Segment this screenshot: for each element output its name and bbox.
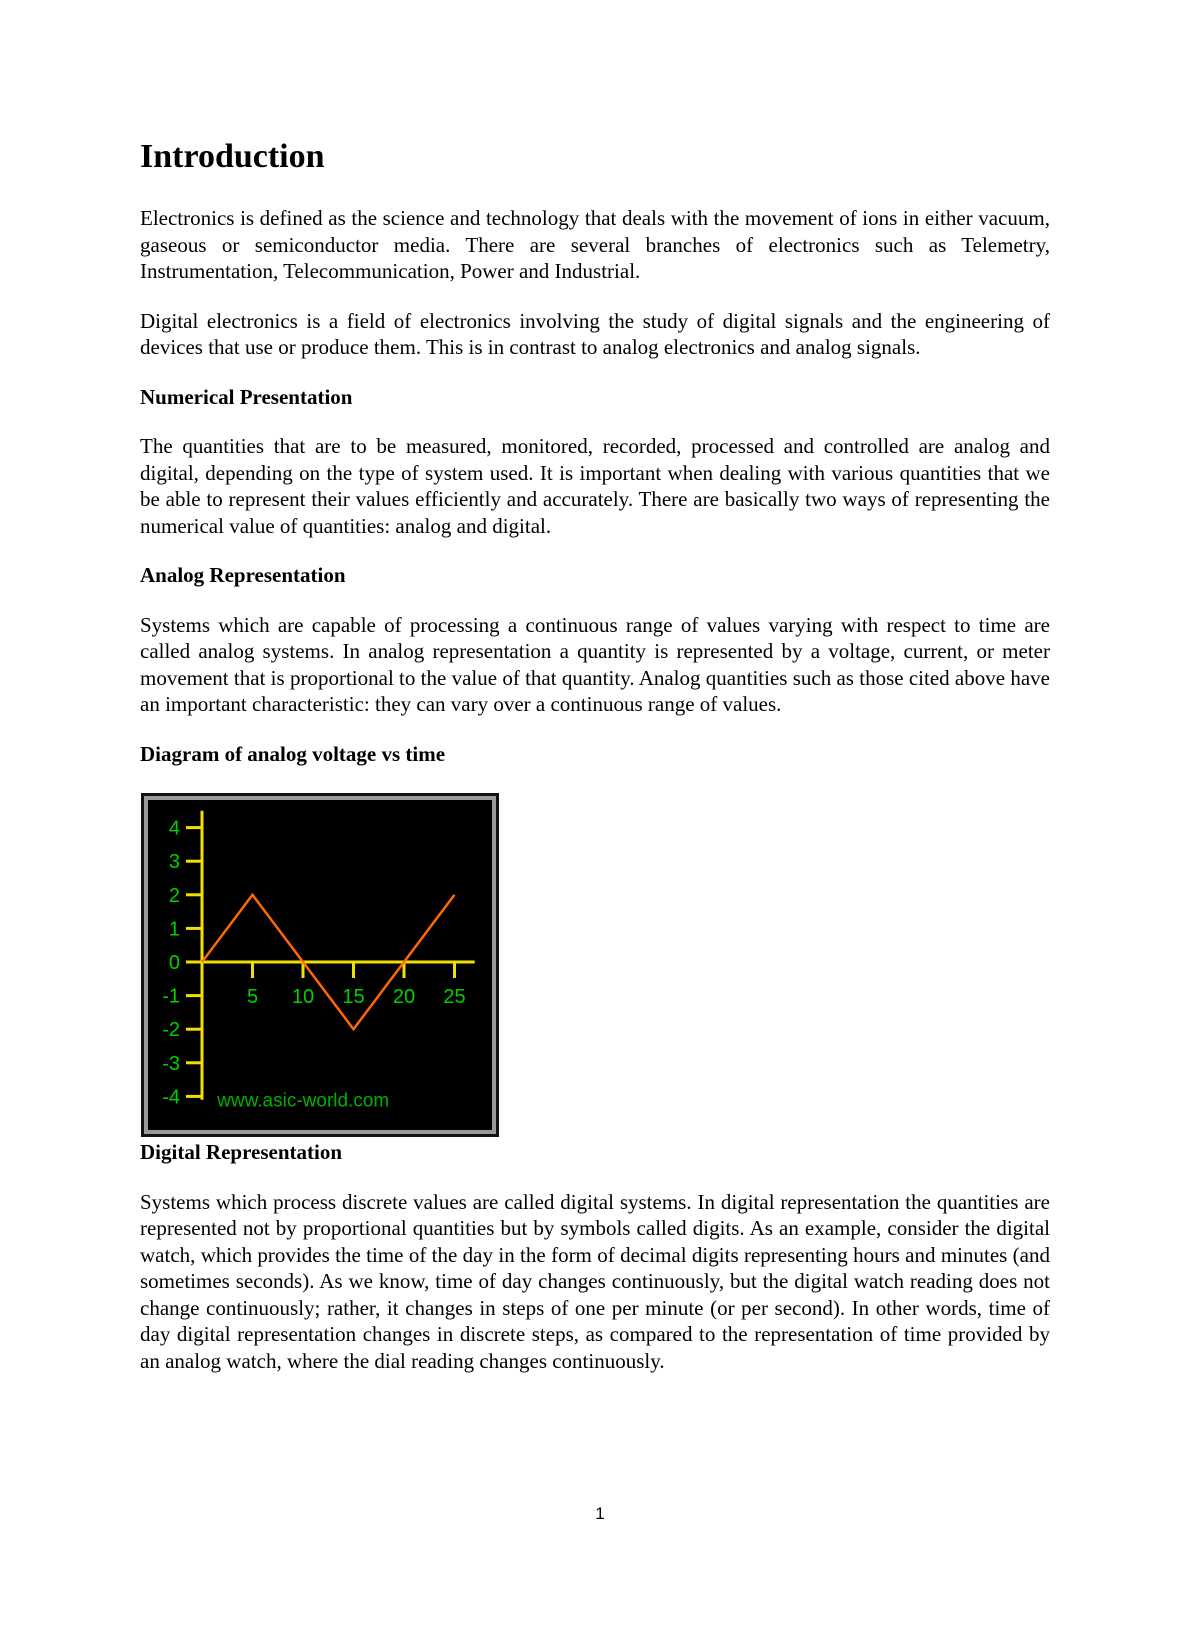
y-tick-label: 1	[168, 918, 180, 941]
y-tick-label: -3	[162, 1053, 180, 1076]
numerical-presentation-heading: Numerical Presentation	[140, 384, 353, 409]
page-number: 1	[595, 1504, 605, 1523]
y-tick-label: 2	[168, 885, 180, 908]
analog-paragraph: Systems which are capable of processing a continuous range of values varying with respect to time are called analog systems. In analog representation a quantity is represented by a voltage, current, or meter movement that is proportional to the value of that quantity. Analog quantities such as those cited above have an important characteristic: they can vary over a continuous range of values.	[140, 612, 1050, 717]
y-tick-label: -4	[162, 1086, 180, 1109]
y-tick-label: 4	[168, 817, 180, 840]
y-tick-label: -2	[162, 1019, 180, 1042]
watermark-text: www.asic-world.com	[217, 1090, 390, 1112]
x-tick-label: 25	[443, 986, 466, 1009]
intro-paragraph-2: Digital electronics is a field of electronics involving the study of digital signals and the engineering of devices that use or produce them. This is in contrast to analog electronics and analog signals.	[140, 308, 1050, 360]
document-page	[140, 138, 1050, 1397]
page-title: Introduction	[140, 138, 325, 175]
y-tick-label: -1	[162, 985, 180, 1008]
x-tick-label: 20	[392, 986, 416, 1009]
diagram-heading: Diagram of analog voltage vs time	[140, 741, 446, 766]
y-tick-label: 3	[168, 851, 180, 874]
numerical-paragraph: The quantities that are to be measured, monitored, recorded, processed and controlled are analog and digital, depending on the type of system used. It is important when dealing with various quantities that we be able to represent their values efficiently and accurately. There are basically two ways of representing the numerical value of quantities: analog and digital.	[140, 434, 1050, 538]
x-tick-label: 10	[291, 986, 315, 1009]
digital-representation-heading: Digital Representation	[140, 1140, 343, 1165]
intro-paragraph-1: Electronics is defined as the science and technology that deals with the movement of ions in either vacuum, gaseous or semiconductor media. There are several branches of electronics such as Telemetry, Instrumentation, Telecommunication, Power and Industrial.	[140, 206, 1050, 284]
analog-voltage-chart	[148, 800, 492, 1130]
x-tick-label: 5	[246, 986, 259, 1009]
digital-paragraph: Systems which process discrete values are called digital systems. In digital representation the quantities are represented not by proportional quantities but by symbols called digits. As an example, consider the digital watch, which provides the time of the day in the form of decimal digits representing hours and minutes (and sometimes seconds). As we know, time of day changes continuously, but the digital watch reading does not change continuously; rather, it changes in steps of one per minute (or per second). In other words, time of day digital representation changes in discrete steps, as compared to the representation of time provided by an analog watch, where the dial reading changes continuously.	[140, 1189, 1050, 1373]
analog-voltage-chart-frame	[141, 793, 499, 1137]
x-tick-label: 15	[342, 986, 365, 1009]
analog-representation-heading: Analog Representation	[140, 563, 346, 588]
y-tick-label: 0	[168, 952, 180, 975]
